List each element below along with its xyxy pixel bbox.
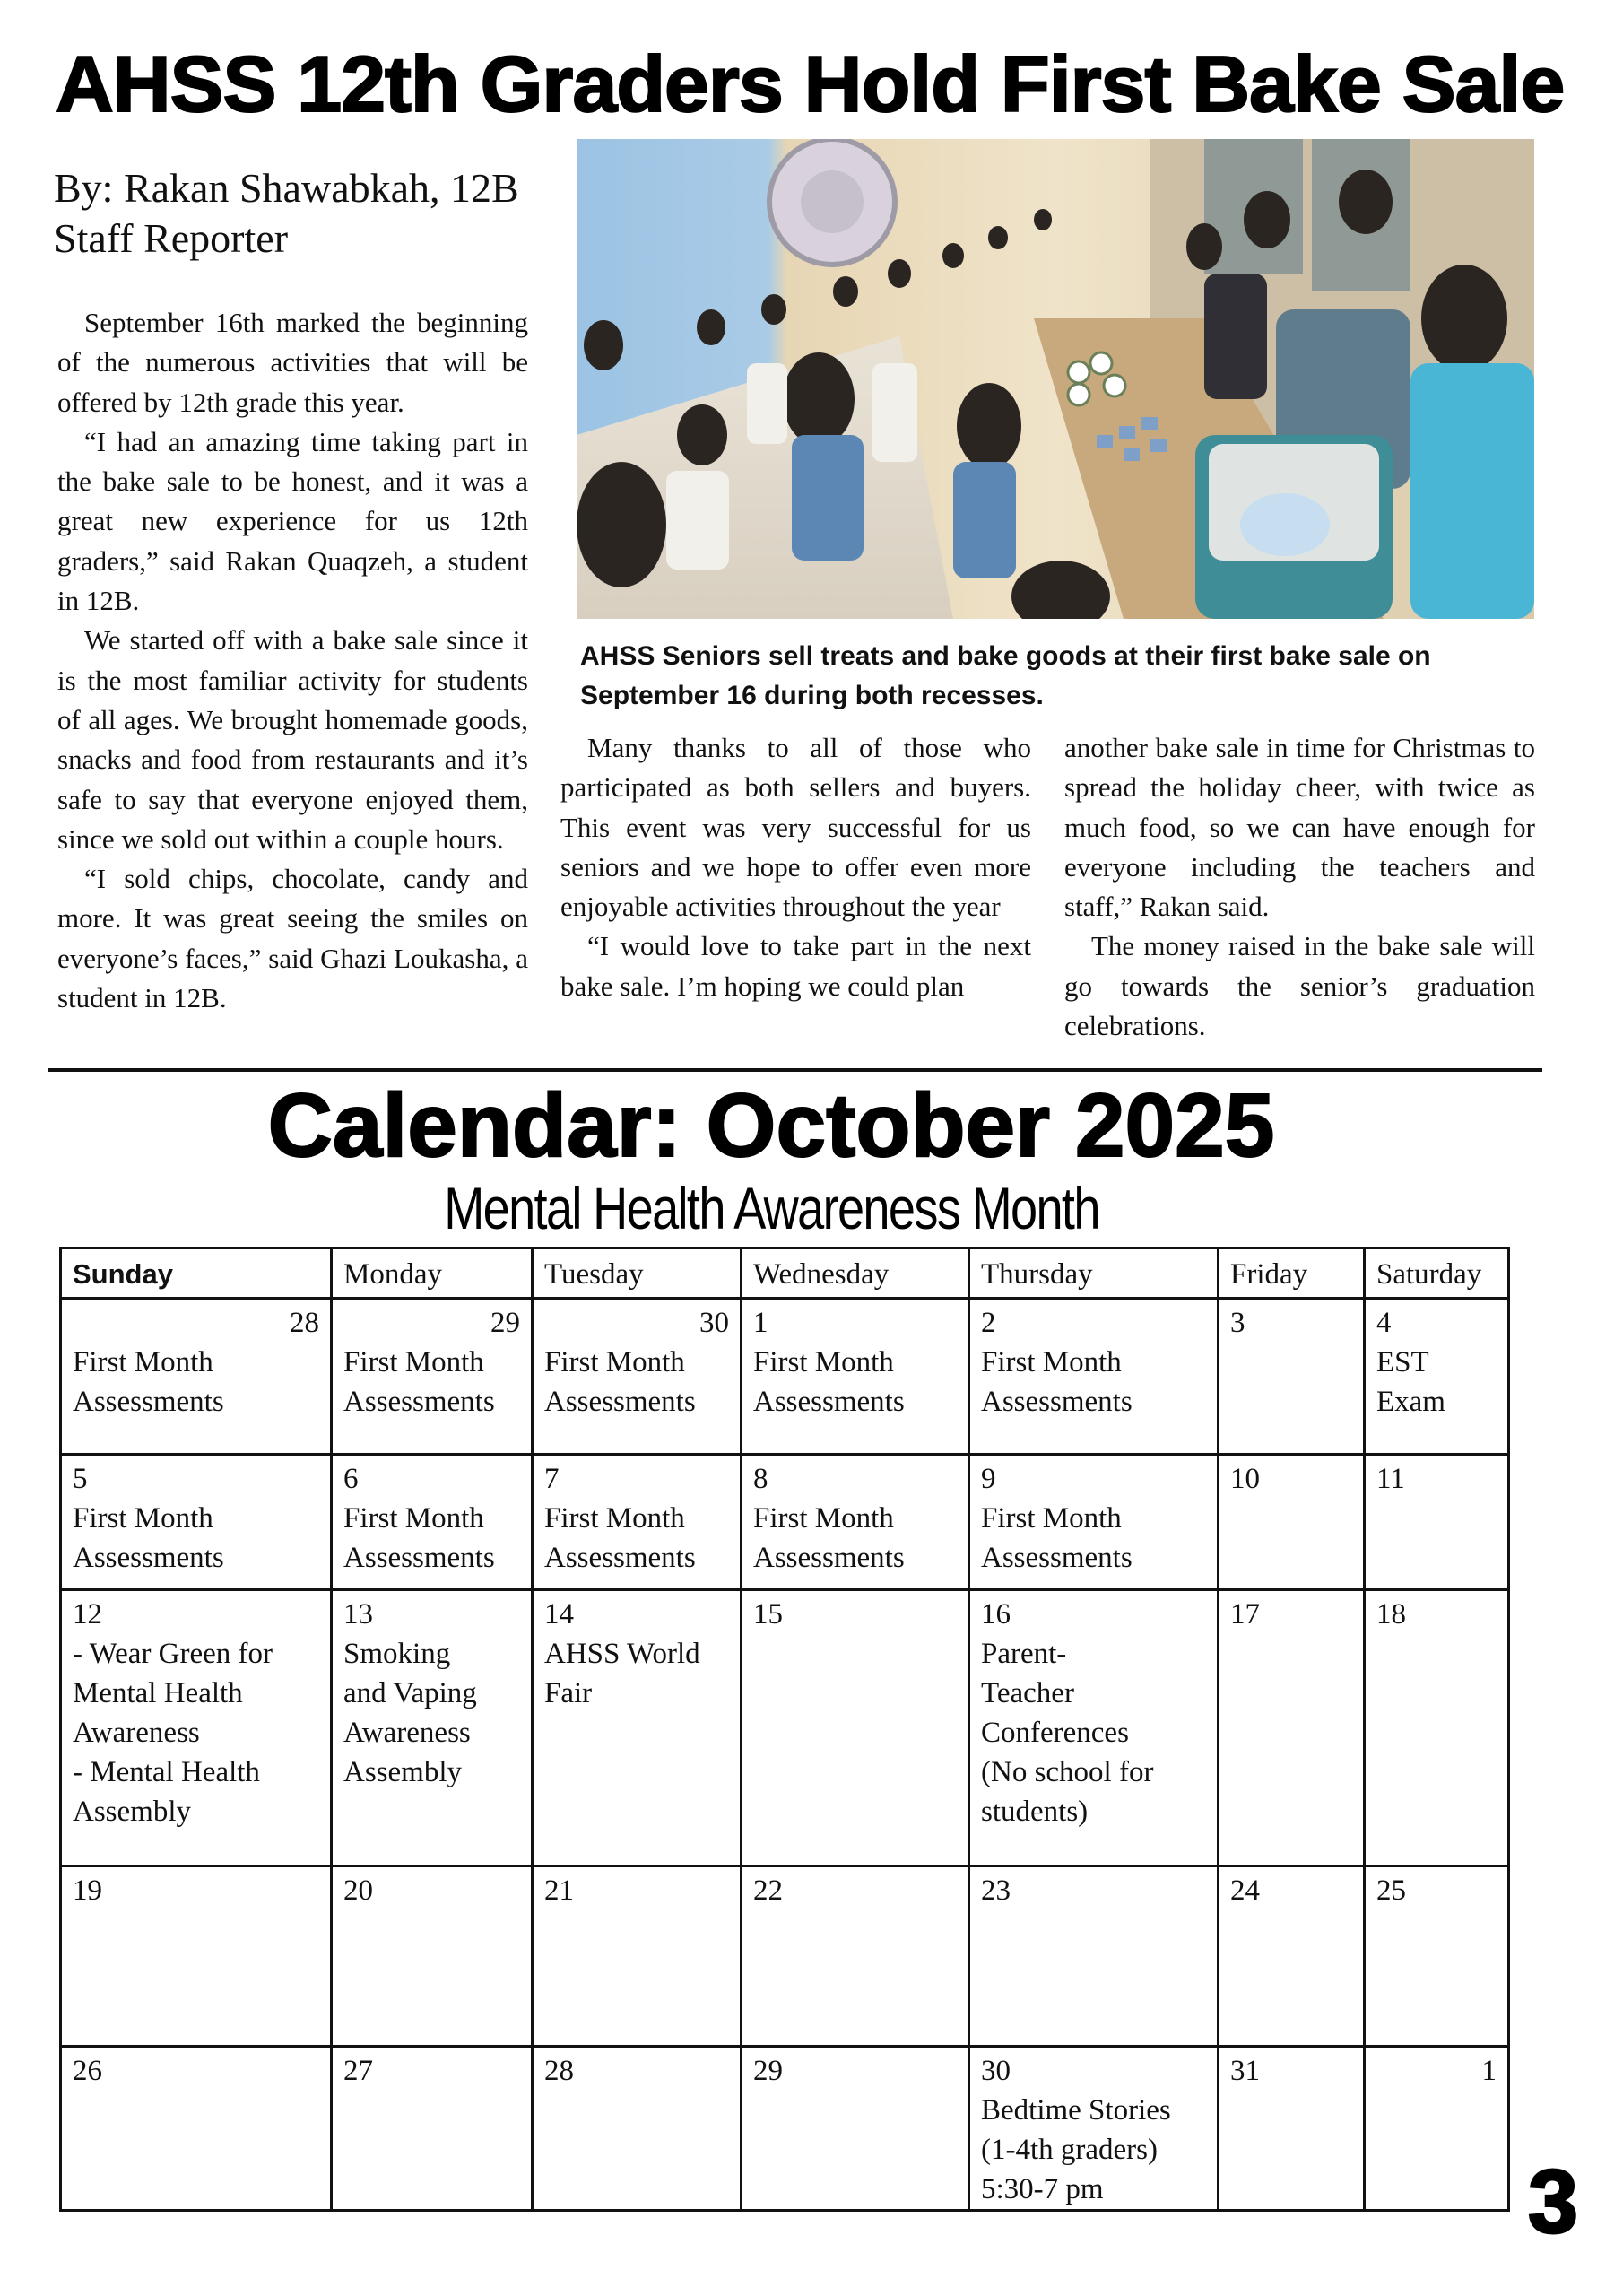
day-event: First Month Assessments [544, 1502, 696, 1574]
calendar-day-cell [742, 1455, 969, 1590]
weekday-header: Monday [332, 1248, 533, 1299]
article-column-1 [57, 303, 528, 1018]
bake-sale-photo [577, 139, 1534, 619]
calendar-day-cell [332, 1866, 533, 2047]
day-number: 25 [1376, 1874, 1406, 1907]
calendar-day-cell [533, 1299, 742, 1455]
day-number: 28 [290, 1307, 319, 1339]
day-number: 19 [73, 1874, 102, 1907]
calendar-day-cell [969, 1590, 1219, 1866]
calendar-day-cell [61, 1299, 332, 1455]
day-number: 11 [1376, 1463, 1405, 1495]
calendar-day-cell [1365, 2047, 1509, 2211]
day-number: 28 [544, 2055, 574, 2087]
calendar-week-row [61, 1299, 1509, 1455]
day-number: 5 [73, 1463, 88, 1495]
calendar-day-cell [533, 2047, 742, 2211]
calendar-day-cell [533, 1590, 742, 1866]
calendar-day-cell [1365, 1590, 1509, 1866]
day-number: 17 [1230, 1598, 1260, 1631]
calendar-day-cell [742, 1590, 969, 1866]
day-event: First Month Assessments [73, 1346, 224, 1418]
calendar-day-cell [61, 1590, 332, 1866]
weekday-header: Saturday [1365, 1248, 1509, 1299]
byline-author: By: Rakan Shawabkah, 12B [54, 165, 519, 211]
day-event: First Month Assessments [753, 1502, 905, 1574]
weekday-header: Wednesday [742, 1248, 969, 1299]
day-event: First Month Assessments [544, 1346, 696, 1418]
day-number: 10 [1230, 1463, 1260, 1495]
calendar-day-cell [332, 1590, 533, 1866]
calendar-day-cell [1365, 1455, 1509, 1590]
day-event: Smoking and Vaping Awareness Assembly [343, 1638, 477, 1788]
day-number: 1 [753, 1307, 768, 1339]
calendar-day-cell [1219, 1455, 1365, 1590]
byline-role: Staff Reporter [54, 215, 289, 261]
calendar-day-cell [742, 1299, 969, 1455]
day-number: 31 [1230, 2055, 1260, 2087]
page-number: 3 [1528, 2152, 1578, 2252]
day-event: First Month Assessments [753, 1346, 905, 1418]
calendar-week-row [61, 1866, 1509, 2047]
day-number: 16 [981, 1598, 1011, 1631]
calendar-day-cell [1219, 2047, 1365, 2211]
calendar-day-cell [533, 1866, 742, 2047]
day-number: 21 [544, 1874, 574, 1907]
article-column-2 [560, 728, 1031, 1006]
calendar-day-cell [1219, 1866, 1365, 2047]
calendar-subtitle-text: Mental Health Awareness Month [443, 1175, 1099, 1241]
paragraph: “I had an amazing time taking part in the bake sale to be honest, and it was a great new experience for us 12th graders,” said Rakan Quaqzeh, a student in 12B. [57, 425, 528, 617]
day-event: First Month Assessments [343, 1346, 495, 1418]
calendar-header-row [61, 1248, 1509, 1299]
day-number: 6 [343, 1463, 359, 1495]
calendar-week-row [61, 1455, 1509, 1590]
section-divider [48, 1068, 1542, 1072]
day-number: 29 [753, 2055, 783, 2087]
day-number: 18 [1376, 1598, 1406, 1631]
calendar-subtitle [0, 1175, 1623, 1241]
article-column-3 [1064, 728, 1535, 1046]
paragraph: “I sold chips, chocolate, candy and more. It was great seeing the smiles on everyone’s faces,” said Ghazi Loukasha, a student in 12B. [57, 863, 528, 1014]
day-number: 15 [753, 1598, 783, 1631]
calendar-day-cell [1219, 1299, 1365, 1455]
day-number: 26 [73, 2055, 102, 2087]
day-number: 30 [699, 1307, 729, 1339]
calendar-day-cell [742, 1866, 969, 2047]
paragraph: Many thanks to all of those who participated as both sellers and buyers. This event was very successful for us seniors and we hope to offer even more enjoyable activities throughout the year [560, 732, 1031, 923]
calendar-day-cell [533, 1455, 742, 1590]
day-event: Parent- Teacher Conferences (No school for students) [981, 1638, 1154, 1828]
calendar-day-cell [969, 2047, 1219, 2211]
day-number: 7 [544, 1463, 560, 1495]
day-number: 23 [981, 1874, 1011, 1907]
paragraph: We started off with a bake sale since it is the most familiar activity for students of all ages. We brought homemade goods, snacks and food from restaurants and it’s safe to say that everyone enjoyed them, since we sold out within a couple hours. [57, 624, 528, 855]
day-number: 9 [981, 1463, 996, 1495]
day-event: EST Exam [1376, 1346, 1445, 1418]
day-number: 4 [1376, 1307, 1392, 1339]
byline [54, 163, 556, 264]
day-number: 20 [343, 1874, 373, 1907]
calendar-day-cell [332, 1299, 533, 1455]
weekday-header: Sunday [61, 1248, 332, 1299]
calendar-day-cell [1365, 1866, 1509, 2047]
calendar-day-cell [332, 1455, 533, 1590]
day-number: 12 [73, 1598, 102, 1631]
calendar-day-cell [1219, 1590, 1365, 1866]
day-event: First Month Assessments [981, 1346, 1133, 1418]
paragraph: The money raised in the bake sale will go towards the senior’s graduation celebrations. [1064, 930, 1535, 1042]
calendar-week-row [61, 1590, 1509, 1866]
calendar-day-cell [1365, 1299, 1509, 1455]
paragraph: September 16th marked the beginning of the numerous activities that will be offered by 12th grade this year. [57, 307, 528, 418]
day-number: 30 [981, 2055, 1011, 2087]
calendar-day-cell [61, 2047, 332, 2211]
calendar-day-cell [742, 2047, 969, 2211]
weekday-header: Thursday [969, 1248, 1219, 1299]
calendar-day-cell [332, 2047, 533, 2211]
day-number: 29 [490, 1307, 520, 1339]
paragraph: “I would love to take part in the next bake sale. I’m hoping we could plan [560, 930, 1031, 1002]
photo-caption: AHSS Seniors sell treats and bake goods at their first bake sale on September 16 during both recesses. [580, 641, 1431, 710]
day-event: First Month Assessments [981, 1502, 1133, 1574]
day-event: Bedtime Stories (1-4th graders) 5:30-7 pm [981, 2094, 1171, 2205]
calendar-day-cell [61, 1455, 332, 1590]
calendar-title: Calendar: October 2025 [267, 1075, 1275, 1176]
day-number: 24 [1230, 1874, 1260, 1907]
calendar-day-cell [969, 1299, 1219, 1455]
weekday-header: Tuesday [533, 1248, 742, 1299]
day-number: 22 [753, 1874, 783, 1907]
calendar-day-cell [969, 1455, 1219, 1590]
calendar-week-row [61, 2047, 1509, 2211]
day-number: 27 [343, 2055, 373, 2087]
calendar-day-cell [969, 1866, 1219, 2047]
day-event: First Month Assessments [343, 1502, 495, 1574]
day-event: AHSS World Fair [544, 1638, 700, 1709]
day-event: - Wear Green for Mental Health Awareness - Mental Health Assembly [73, 1638, 273, 1828]
calendar-day-cell [61, 1866, 332, 2047]
day-number: 2 [981, 1307, 996, 1339]
day-event: First Month Assessments [73, 1502, 224, 1574]
day-number: 14 [544, 1598, 574, 1631]
day-number: 13 [343, 1598, 373, 1631]
calendar-grid [59, 1247, 1510, 2212]
weekday-header: Friday [1219, 1248, 1365, 1299]
day-number: 3 [1230, 1307, 1245, 1339]
article-headline: AHSS 12th Graders Hold First Bake Sale [56, 39, 1565, 128]
day-number: 1 [1481, 2055, 1497, 2087]
day-number: 8 [753, 1463, 768, 1495]
paragraph: another bake sale in time for Christmas to spread the holiday cheer, with twice as much food, so we can have enough for everyone including the teachers and staff,” Rakan said. [1064, 732, 1535, 923]
photo-illustration [577, 139, 1534, 619]
